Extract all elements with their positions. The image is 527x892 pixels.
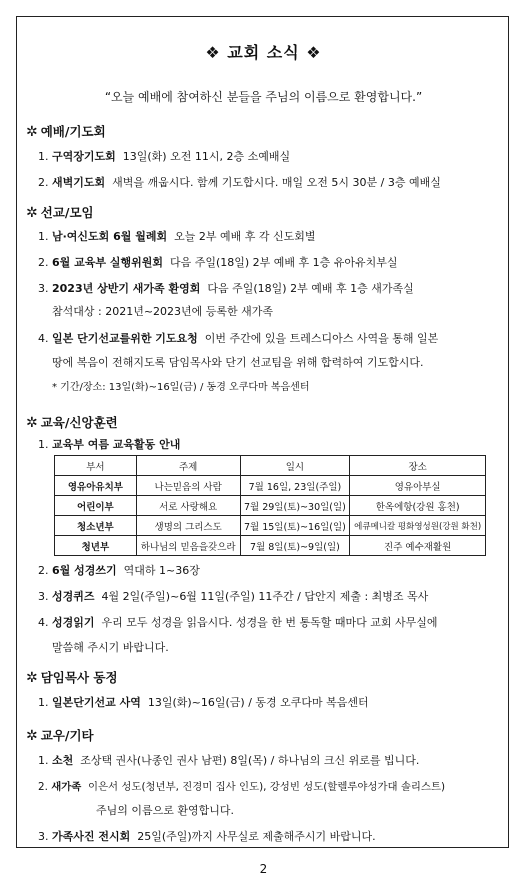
table-cell: 영유아유치부 (55, 476, 137, 496)
table-row (55, 516, 486, 536)
table-cell: 하나님의 믿음을갖으라 (136, 536, 240, 556)
section-worship-heading: ✲ 예배/기도회 (26, 124, 106, 140)
table-cell: 어린이부 (55, 496, 137, 516)
greeting-text: “오늘 예배에 참여하신 분들을 주님의 이름으로 환영합니다.” (104, 90, 423, 104)
section-members-heading: ✲ 교우/기타 (26, 728, 94, 744)
table-cell: 영유아부실 (350, 476, 486, 496)
list-item: 1. 소천 조상택 권사(나종인 권사 남편) 8일(목) / 하나님의 크신 위로를 빕니다. (38, 754, 420, 767)
asterisk-icon: ✲ (26, 205, 38, 221)
list-item-continuation: 말씀해 주시기 바랍니다. (52, 641, 169, 654)
table-header-cell: 부서 (55, 456, 137, 476)
table-header-cell: 일시 (240, 456, 350, 476)
table-header-cell: 주제 (136, 456, 240, 476)
table-cell: 7월 29일(토)~30일(일) (240, 496, 350, 516)
table-row (55, 536, 486, 556)
list-item: 3. 가족사진 전시회 25일(주일)까지 사무실로 제출해주시기 바랍니다. (38, 830, 376, 843)
page-number: 2 (259, 862, 268, 876)
table-cell: 생명의 그리스도 (136, 516, 240, 536)
list-item: 4. 일본 단기선교를위한 기도요청 이번 주간에 있을 트레스디아스 사역을 통해 일본 (38, 332, 439, 345)
education-schedule-table (54, 455, 486, 556)
table-row (55, 496, 486, 516)
list-item: 3. 2023년 상반기 새가족 환영회 다음 주일(18일) 2부 예배 후 1층 새가족실 (38, 282, 414, 295)
list-item-continuation: 주님의 이름으로 환영합니다. (96, 804, 235, 817)
table-cell: 7월 15일(토)~16일(일) (240, 516, 350, 536)
list-item: 2. 새벽기도회 새벽을 깨웁시다. 함께 기도합시다. 매일 오전 5시 30분 / 3층 예배실 (38, 176, 441, 189)
asterisk-icon: ✲ (26, 124, 38, 140)
list-item: 1. 일본단기선교 사역 13일(화)~16일(금) / 동경 오쿠다마 복음센터 (38, 696, 369, 709)
table-cell: 7월 8일(토)~9일(일) (240, 536, 350, 556)
asterisk-icon: ✲ (26, 670, 38, 686)
table-cell: 7월 16일, 23일(주일) (240, 476, 350, 496)
table-cell: 서로 사랑해요 (136, 496, 240, 516)
list-item: 1. 구역장기도회 13일(화) 오전 11시, 2층 소예배실 (38, 150, 291, 163)
table-cell: 한옥에항(강원 홍천) (350, 496, 486, 516)
table-row (55, 476, 486, 496)
list-item: 2. 6월 교육부 실행위원회 다음 주일(18일) 2부 예배 후 1층 유아유치부실 (38, 256, 398, 269)
section-pastor-heading: ✲ 담임목사 동정 (26, 670, 118, 686)
list-item-continuation: 땅에 복음이 전해지도록 담임목사와 단기 선교팀을 위해 합력하여 기도합시다. (52, 356, 424, 369)
section-mission-heading: ✲ 선교/모임 (26, 205, 94, 221)
table-cell: 청년부 (55, 536, 137, 556)
table-cell: 청소년부 (55, 516, 137, 536)
section-education-heading: ✲ 교육/신앙훈련 (26, 415, 118, 431)
table-cell: 나는믿음의 사람 (136, 476, 240, 496)
table-cell: 에큐메니칼 평화영성원(강원 화천) (350, 516, 486, 536)
list-item: 1. 교육부 여름 교육활동 안내 (38, 438, 181, 451)
list-item-note: * 기간/장소: 13일(화)~16일(금) / 동경 오쿠다마 복음센터 (52, 382, 310, 393)
table-header-row (55, 456, 486, 476)
page-title: ❖ 교회 소식 ❖ (205, 43, 322, 62)
list-item: 2. 6월 성경쓰기 역대하 1~36장 (38, 564, 200, 577)
table-cell: 진주 예수재활원 (350, 536, 486, 556)
list-item: 3. 성경퀴즈 4월 2일(주일)~6월 11일(주일) 11주간 / 답안지 제출 : 최병조 목사 (38, 590, 429, 603)
list-item-continuation: 참석대상 : 2021년~2023년에 등록한 새가족 (52, 305, 274, 318)
page-border (16, 16, 509, 848)
list-item: 2. 새가족 이은서 성도(청년부, 진경미 집사 인도), 강성빈 성도(할렐루야성가대 솔리스트) (38, 781, 446, 793)
asterisk-icon: ✲ (26, 415, 38, 431)
asterisk-icon: ✲ (26, 728, 38, 744)
list-item: 4. 성경읽기 우리 모두 성경을 읽읍시다. 성경을 한 번 통독할 때마다 교회 사무실에 (38, 616, 438, 629)
list-item: 1. 남·여신도회 6월 월례회 오늘 2부 예배 후 각 신도회별 (38, 230, 316, 243)
table-header-cell: 장소 (350, 456, 486, 476)
